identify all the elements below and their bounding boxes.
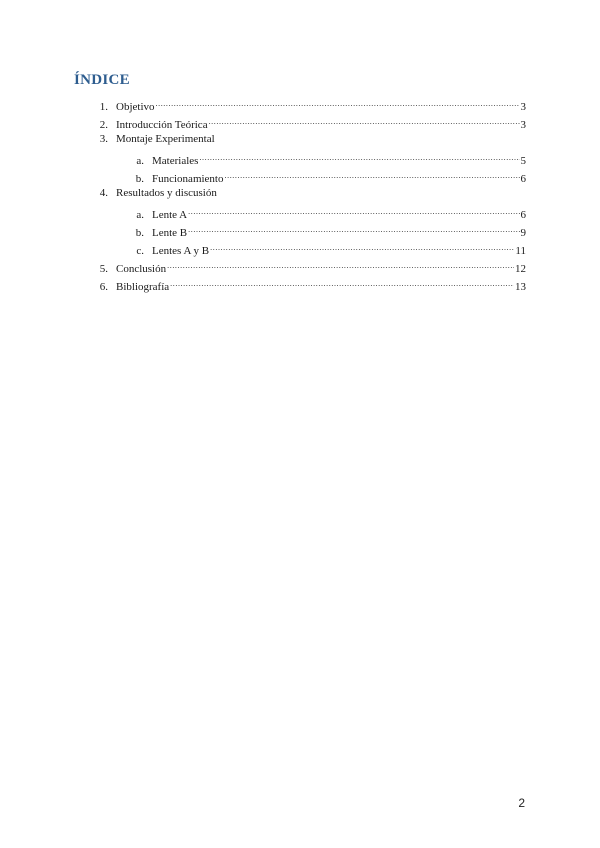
toc-entry-materiales[interactable] [126, 150, 526, 167]
toc-entry-page: 12 [515, 263, 526, 275]
toc-entry-label: Resultados y discusión [116, 187, 217, 199]
toc-dot-leader [156, 96, 520, 110]
toc-entry-number: a. [136, 155, 144, 167]
toc-entry-conclusion[interactable] [90, 258, 526, 275]
toc-entry-label: Conclusión [116, 263, 167, 275]
toc-entry-label: Montaje Experimental [116, 133, 215, 145]
toc-entry-page: 3 [520, 119, 526, 131]
toc-entry-resultados[interactable] [90, 186, 526, 200]
toc-entry-introduccion[interactable] [90, 114, 526, 131]
toc-entry-funcionamiento[interactable] [126, 168, 526, 185]
toc-entry-lente-a[interactable] [126, 204, 526, 221]
toc-entry-label: Materiales [152, 155, 199, 167]
toc-entry-lente-b[interactable] [126, 222, 526, 239]
toc-entry-label: Objetivo [116, 101, 155, 113]
toc-entry-number: a. [136, 209, 144, 221]
toc-entry-page: 11 [515, 245, 526, 257]
toc-entry-objetivo[interactable] [90, 96, 526, 113]
toc-entry-page: 6 [520, 209, 526, 221]
toc-entry-number: 3. [99, 133, 108, 145]
toc-entry-label: Lente A [152, 209, 188, 221]
toc-entry-label: Bibliografía [116, 281, 170, 293]
toc-dot-leader [188, 204, 519, 218]
toc-entry-number: 5. [99, 263, 108, 275]
toc-dot-leader [170, 276, 514, 290]
toc-dot-leader [199, 150, 519, 164]
toc-entry-number: 4. [99, 187, 108, 199]
toc-entry-page: 6 [520, 173, 526, 185]
toc-dot-leader [210, 240, 514, 254]
toc-title: ÍNDICE [74, 72, 130, 88]
toc-entry-number: 2. [99, 119, 108, 131]
toc-dot-leader [209, 114, 520, 128]
toc-entry-number: 1. [99, 101, 108, 113]
toc-entry-page: 3 [520, 101, 526, 113]
toc-entry-label: Funcionamiento [152, 173, 224, 185]
toc-entry-label: Lente B [152, 227, 188, 239]
toc-entry-number: 6. [99, 281, 108, 293]
page-number: 2 [518, 796, 525, 810]
toc-dot-leader [167, 258, 514, 272]
toc-entry-label: Lentes A y B [152, 245, 210, 257]
toc-entry-number: c. [136, 245, 144, 257]
toc-entry-number: b. [135, 227, 144, 239]
toc-entry-number: b. [135, 173, 144, 185]
toc-entry-label: Introducción Teórica [116, 119, 208, 131]
toc-entry-lentes-a-y-b[interactable] [126, 240, 526, 257]
toc-entry-montaje[interactable] [90, 132, 526, 146]
toc-dot-leader [225, 168, 520, 182]
toc-entry-page: 13 [515, 281, 526, 293]
toc-entry-bibliografia[interactable] [90, 276, 526, 293]
toc-entry-page: 5 [520, 155, 526, 167]
toc-entry-page: 9 [520, 227, 526, 239]
toc-dot-leader [188, 222, 519, 236]
